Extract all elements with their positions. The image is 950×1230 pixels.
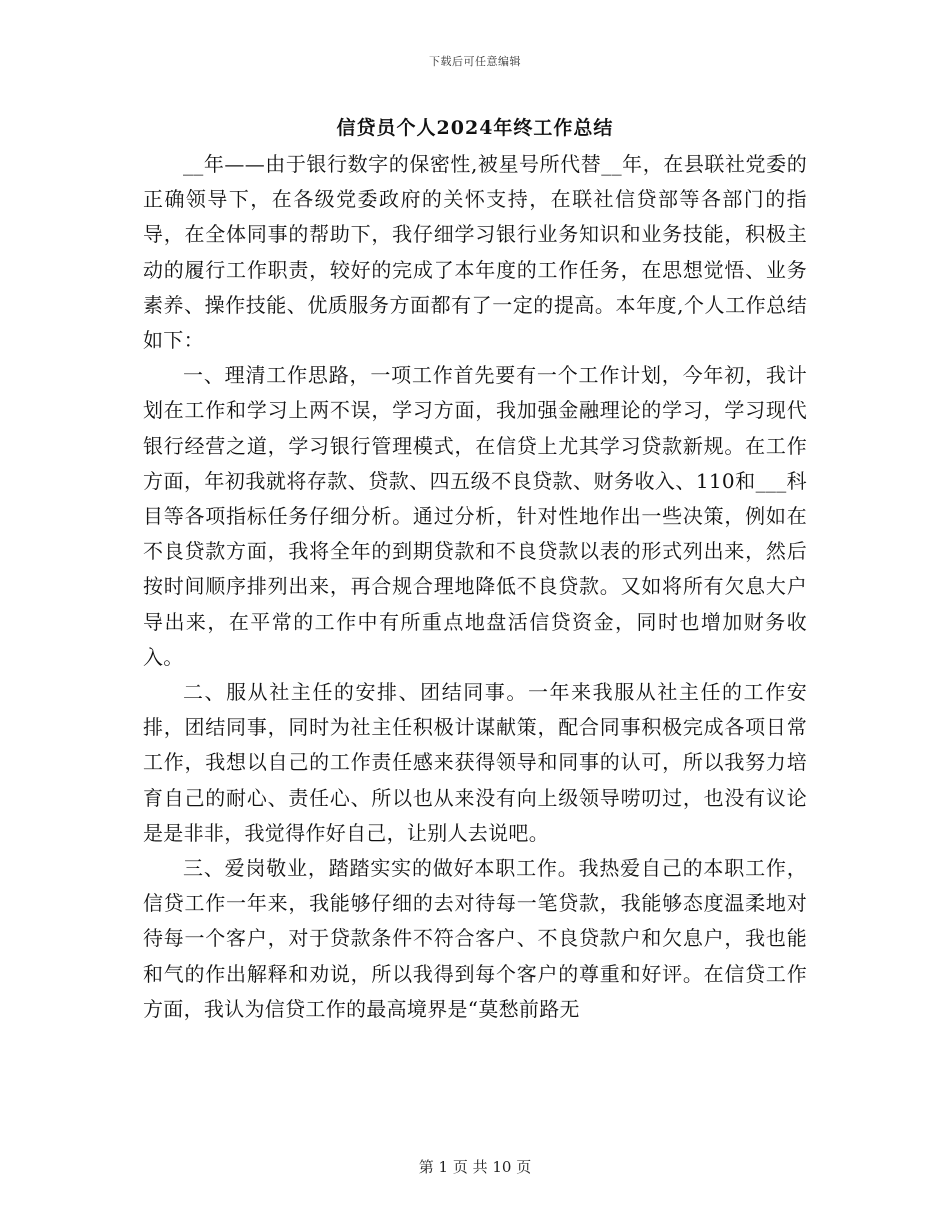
paragraph-intro: __年——由于银行数字的保密性,被星号所代替__年，在县联社党委的正确领导下，在各级党委政府的关怀支持，在联社信贷部等各部门的指导，在全体同事的帮助下，我仔细学习银行业务知识和业务技能，积极主动的履行工作职责，较好的完成了本年度的工作任务，在思想觉悟、业务素养、操作技能、优质服务方面都有了一定的提高。本年度,个人工作总结如下：: [143, 152, 807, 353]
paragraph-section-3: 三、爱岗敬业，踏踏实实的做好本职工作。我热爱自己的本职工作，信贷工作一年来，我能够仔细的去对待每一笔贷款，我能够态度温柔地对待每一个客户，对于贷款条件不符合客户、不良贷款户和欠息户，我也能和气的作出解释和劝说，所以我得到每个客户的尊重和好评。在信贷工作方面，我认为信贷工作的最高境界是“莫愁前路无: [143, 856, 807, 1021]
page-number: 第 1 页 共 10 页: [418, 1158, 532, 1176]
document-title: 信贷员个人2024年终工作总结: [336, 117, 614, 139]
paragraph-section-2: 二、服从社主任的安排、团结同事。一年来我服从社主任的工作安排，团结同事，同时为社主任积极计谋献策，配合同事积极完成各项日常工作，我想以自己的工作责任感来获得领导和同事的认可，所以我努力培育自己的耐心、责任心、所以也从来没有向上级领导唠叨过，也没有议论是是非非，我觉得作好自己，让别人去说吧。: [143, 680, 807, 845]
paragraph-section-1: 一、理清工作思路，一项工作首先要有一个工作计划，今年初，我计划在工作和学习上两不误，学习方面，我加强金融理论的学习，学习现代银行经营之道，学习银行管理模式，在信贷上尤其学习贷款新规。在工作方面，年初我就将存款、贷款、四五级不良贷款、财务收入、110和___科目等各项指标任务仔细分析。通过分析，针对性地作出一些决策，例如在不良贷款方面，我将全年的到期贷款和不良贷款以表的形式列出来，然后按时间顺序排列出来，再合规合理地降低不良贷款。又如将所有欠息大户导出来，在平常的工作中有所重点地盘活信贷资金，同时也增加财务收入。: [143, 363, 807, 669]
page-header-note: 下载后可任意编辑: [429, 55, 521, 68]
document-body: [143, 147, 807, 1027]
